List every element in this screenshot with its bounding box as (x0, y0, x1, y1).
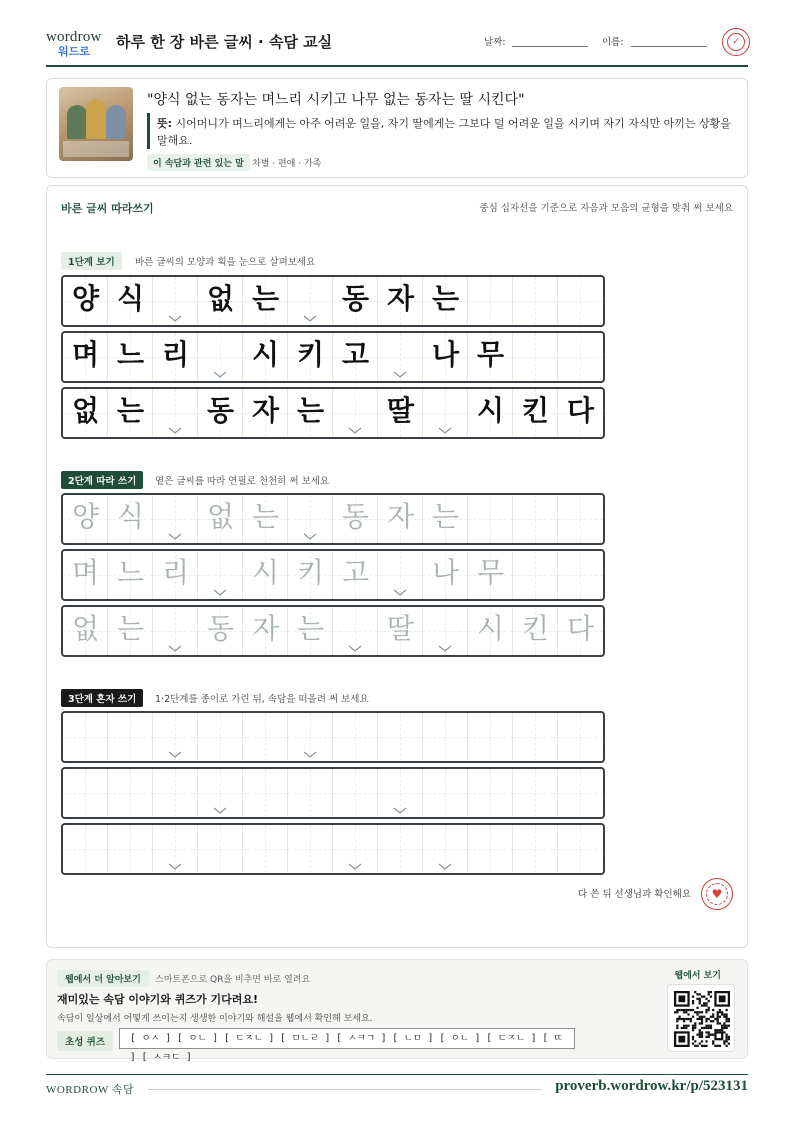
web-title: 재미있는 속담 이야기와 퀴즈가 기다려요! (57, 993, 258, 1006)
space-mark-icon (438, 427, 452, 434)
header-divider (46, 65, 748, 67)
writing-cell[interactable] (423, 389, 468, 437)
related-words-label: 이 속담과 관련 있는 말 (147, 154, 250, 171)
writing-row[interactable] (61, 711, 605, 763)
web-hint: 스마트폰으로 QR을 비추면 바로 열려요 (155, 975, 311, 985)
space-mark-icon (303, 315, 317, 322)
writing-cell[interactable] (423, 607, 468, 655)
trace-character: 고 (341, 556, 370, 589)
footer-brand: WORDROW 속담 (46, 1084, 135, 1096)
space-mark-icon (348, 427, 362, 434)
writing-cell[interactable] (153, 277, 198, 325)
trace-character: 다 (566, 612, 595, 645)
writing-cell[interactable] (63, 825, 108, 873)
writing-cell[interactable] (108, 389, 153, 437)
trace-character: 시 (251, 556, 280, 589)
writing-cell[interactable] (468, 277, 513, 325)
trace-character: 동 (341, 500, 370, 533)
model-character: 자 (386, 282, 415, 315)
step1-hint: 바른 글씨의 모양과 획을 눈으로 살펴보세요 (135, 257, 316, 268)
web-promo-box (46, 959, 748, 1063)
writing-row[interactable] (61, 823, 605, 875)
model-character: 다 (566, 394, 595, 427)
writing-cell[interactable] (198, 769, 243, 817)
writing-cell[interactable] (153, 551, 198, 599)
writing-cell[interactable] (333, 389, 378, 437)
writing-cell[interactable] (378, 713, 423, 761)
trace-character: 동 (206, 612, 235, 645)
trace-character: 킨 (521, 612, 550, 645)
writing-cell[interactable] (153, 389, 198, 437)
writing-cell[interactable] (288, 389, 333, 437)
qr-label: 웹에서 보기 (674, 971, 721, 981)
model-character: 는 (296, 394, 325, 427)
writing-cell[interactable] (378, 551, 423, 599)
writing-cell[interactable] (558, 825, 603, 873)
writing-row[interactable] (61, 275, 605, 327)
practice-hint: 중심 십자선을 기준으로 자음과 모음의 균형을 맞춰 써 보세요 (479, 203, 733, 214)
logo-korean: 워드로 (58, 45, 90, 58)
writing-cell[interactable] (198, 333, 243, 381)
model-character: 없 (206, 282, 235, 315)
space-mark-icon (348, 645, 362, 652)
writing-cell[interactable] (243, 333, 288, 381)
trace-character: 리 (161, 556, 190, 589)
proverb-meaning (157, 115, 737, 149)
writing-row[interactable] (61, 549, 605, 601)
related-words: 차별 · 편애 · 가족 (252, 159, 322, 169)
writing-cell[interactable] (108, 713, 153, 761)
writing-cell[interactable] (558, 333, 603, 381)
step1-badge: 1단계 보기 (61, 252, 122, 270)
writing-cell[interactable] (108, 333, 153, 381)
web-badge: 웹에서 더 알아보기 (57, 970, 149, 987)
model-character: 나 (431, 338, 460, 371)
writing-cell[interactable] (333, 825, 378, 873)
model-character: 키 (296, 338, 325, 371)
writing-cell[interactable] (243, 713, 288, 761)
writing-cell[interactable] (513, 551, 558, 599)
model-character: 는 (116, 394, 145, 427)
writing-cell[interactable] (378, 389, 423, 437)
writing-cell[interactable] (153, 333, 198, 381)
writing-cell[interactable] (423, 551, 468, 599)
model-character: 양 (71, 282, 100, 315)
model-character: 식 (116, 282, 145, 315)
date-label: 날짜: (484, 37, 506, 48)
writing-cell[interactable] (513, 277, 558, 325)
trace-character: 는 (116, 612, 145, 645)
space-mark-icon (168, 427, 182, 434)
writing-cell[interactable] (288, 277, 333, 325)
model-character: 며 (71, 338, 100, 371)
model-character: 동 (206, 394, 235, 427)
writing-cell[interactable] (513, 389, 558, 437)
name-field[interactable] (631, 46, 707, 47)
trace-character: 자 (251, 612, 280, 645)
space-mark-icon (168, 645, 182, 652)
model-character: 는 (251, 282, 280, 315)
model-character: 시 (251, 338, 280, 371)
writing-cell[interactable] (243, 277, 288, 325)
writing-cell[interactable] (63, 607, 108, 655)
writing-cell[interactable] (63, 551, 108, 599)
trace-character: 는 (431, 500, 460, 533)
writing-cell[interactable] (288, 769, 333, 817)
writing-cell[interactable] (198, 389, 243, 437)
writing-cell[interactable] (378, 825, 423, 873)
date-field[interactable] (512, 46, 588, 47)
space-mark-icon (213, 807, 227, 814)
writing-cell[interactable] (288, 713, 333, 761)
trace-character: 나 (431, 556, 460, 589)
trace-character: 는 (251, 500, 280, 533)
writing-cell[interactable] (63, 769, 108, 817)
proverb-text: "양식 없는 동자는 며느리 시키고 나무 없는 동자는 딸 시킨다" (147, 92, 525, 108)
meaning-accent-bar (147, 113, 150, 149)
writing-cell[interactable] (378, 769, 423, 817)
writing-cell[interactable] (513, 825, 558, 873)
proverb-illustration (59, 87, 133, 161)
space-mark-icon (303, 751, 317, 758)
space-mark-icon (438, 645, 452, 652)
writing-cell[interactable] (198, 495, 243, 543)
practice-panel (46, 185, 748, 948)
trace-character: 없 (71, 612, 100, 645)
writing-cell[interactable] (198, 825, 243, 873)
writing-cell[interactable] (333, 277, 378, 325)
step3-badge: 3단계 혼자 쓰기 (61, 689, 143, 707)
web-description: 속담이 일상에서 어떻게 쓰이는지 생생한 이야기와 해설을 웹에서 확인해 보세요. (57, 1014, 373, 1024)
writing-cell[interactable] (423, 495, 468, 543)
writing-cell[interactable] (378, 495, 423, 543)
writing-cell[interactable] (468, 607, 513, 655)
footer-url[interactable]: proverb.wordrow.kr/p/523131 (555, 1078, 748, 1094)
writing-row[interactable] (61, 331, 605, 383)
writing-cell[interactable] (108, 277, 153, 325)
praise-stamp-icon: ✓ (722, 28, 750, 56)
writing-cell[interactable] (243, 551, 288, 599)
space-mark-icon (393, 371, 407, 378)
model-character: 시 (476, 394, 505, 427)
name-label: 이름: (602, 37, 624, 48)
space-mark-icon (168, 533, 182, 540)
writing-cell[interactable] (198, 277, 243, 325)
model-character: 무 (476, 338, 505, 371)
writing-cell[interactable] (153, 495, 198, 543)
writing-cell[interactable] (333, 769, 378, 817)
quiz-label: 초성 퀴즈 (57, 1031, 113, 1051)
trace-character: 키 (296, 556, 325, 589)
writing-cell[interactable] (513, 769, 558, 817)
meaning-label: 뜻: (157, 117, 173, 130)
model-character: 리 (161, 338, 190, 371)
writing-cell[interactable] (558, 551, 603, 599)
writing-cell[interactable] (333, 551, 378, 599)
writing-cell[interactable] (378, 277, 423, 325)
writing-cell[interactable] (468, 551, 513, 599)
writing-row[interactable] (61, 605, 605, 657)
writing-cell[interactable] (63, 389, 108, 437)
footer-divider (46, 1074, 748, 1075)
writing-cell[interactable] (198, 713, 243, 761)
teacher-check-note: 다 쓴 뒤 선생님과 확인해요 (577, 889, 691, 900)
writing-cell[interactable] (243, 389, 288, 437)
model-character: 는 (431, 282, 460, 315)
heart-stamp-icon: ♥ (701, 878, 733, 910)
meaning-text: 시어머니가 며느리에게는 아주 어려운 일을, 자기 딸에게는 그보다 덜 어려운 일을 시키며 자기 자식만 아끼는 상황을 말해요. (157, 117, 731, 147)
proverb-card (46, 78, 748, 178)
space-mark-icon (168, 751, 182, 758)
writing-cell[interactable] (468, 825, 513, 873)
writing-cell[interactable] (63, 713, 108, 761)
writing-row[interactable] (61, 493, 605, 545)
page-title: 하루 한 장 바른 글씨 · 속담 교실 (116, 33, 333, 51)
writing-cell[interactable] (468, 769, 513, 817)
footer-line (148, 1089, 542, 1090)
writing-cell[interactable] (513, 333, 558, 381)
model-character: 동 (341, 282, 370, 315)
writing-cell[interactable] (63, 277, 108, 325)
trace-character: 느 (116, 556, 145, 589)
writing-cell[interactable] (513, 607, 558, 655)
writing-cell[interactable] (108, 495, 153, 543)
writing-cell[interactable] (153, 825, 198, 873)
trace-character: 며 (71, 556, 100, 589)
trace-character: 식 (116, 500, 145, 533)
writing-cell[interactable] (558, 607, 603, 655)
space-mark-icon (303, 533, 317, 540)
writing-row[interactable] (61, 767, 605, 819)
writing-cell[interactable] (333, 607, 378, 655)
trace-character: 양 (71, 500, 100, 533)
writing-cell[interactable] (153, 769, 198, 817)
step3-hint: 1·2단계를 종이로 가린 뒤, 속담을 떠올려 써 보세요 (155, 694, 369, 705)
writing-cell[interactable] (423, 769, 468, 817)
chosung-quiz: [ ㅇㅅ ] [ ㅇㄴ ] [ ㄷㅈㄴ ] [ ㅁㄴㄹ ] [ ㅅㅋㄱ ] [ ㄴㅁ ] [ ㅇㄴ ] [ ㄷㅈㄴ ] [ ㄸ ] [ ㅅㅋㄷ ] (119, 1028, 575, 1049)
writing-cell[interactable] (243, 769, 288, 817)
writing-cell[interactable] (108, 769, 153, 817)
writing-cell[interactable] (558, 277, 603, 325)
model-character: 킨 (521, 394, 550, 427)
space-mark-icon (348, 863, 362, 870)
writing-cell[interactable] (423, 825, 468, 873)
writing-cell[interactable] (468, 333, 513, 381)
space-mark-icon (168, 315, 182, 322)
writing-cell[interactable] (378, 333, 423, 381)
writing-cell[interactable] (558, 713, 603, 761)
writing-cell[interactable] (558, 495, 603, 543)
step2-hint: 옅은 글씨를 따라 연필로 천천히 써 보세요 (155, 476, 330, 487)
writing-cell[interactable] (63, 333, 108, 381)
space-mark-icon (438, 863, 452, 870)
writing-cell[interactable] (423, 277, 468, 325)
writing-cell[interactable] (243, 607, 288, 655)
writing-cell[interactable] (288, 495, 333, 543)
writing-cell[interactable] (288, 825, 333, 873)
trace-character: 시 (476, 612, 505, 645)
model-character: 느 (116, 338, 145, 371)
writing-cell[interactable] (198, 607, 243, 655)
writing-cell[interactable] (108, 607, 153, 655)
writing-cell[interactable] (468, 389, 513, 437)
writing-cell[interactable] (513, 713, 558, 761)
space-mark-icon (213, 589, 227, 596)
logo-wordmark: wordrow (46, 29, 102, 45)
writing-cell[interactable] (423, 333, 468, 381)
writing-cell[interactable] (378, 607, 423, 655)
trace-character: 없 (206, 500, 235, 533)
space-mark-icon (393, 589, 407, 596)
step2-badge: 2단계 따라 쓰기 (61, 471, 143, 489)
practice-title: 바른 글씨 따라쓰기 (61, 202, 154, 215)
space-mark-icon (168, 863, 182, 870)
model-character: 없 (71, 394, 100, 427)
model-character: 딸 (386, 394, 415, 427)
wordrow-logo (46, 29, 108, 57)
writing-cell[interactable] (288, 333, 333, 381)
model-character: 자 (251, 394, 280, 427)
writing-cell[interactable] (153, 607, 198, 655)
trace-character: 는 (296, 612, 325, 645)
trace-character: 자 (386, 500, 415, 533)
model-character: 고 (341, 338, 370, 371)
space-mark-icon (393, 807, 407, 814)
writing-cell[interactable] (558, 769, 603, 817)
writing-cell[interactable] (243, 825, 288, 873)
space-mark-icon (213, 371, 227, 378)
page-header (46, 26, 748, 66)
writing-cell[interactable] (333, 495, 378, 543)
qr-code-icon (674, 991, 730, 1047)
writing-cell[interactable] (108, 551, 153, 599)
writing-cell[interactable] (243, 495, 288, 543)
writing-cell[interactable] (333, 333, 378, 381)
writing-cell[interactable] (333, 713, 378, 761)
writing-cell[interactable] (423, 713, 468, 761)
writing-cell[interactable] (153, 713, 198, 761)
writing-cell[interactable] (513, 495, 558, 543)
writing-cell[interactable] (468, 495, 513, 543)
writing-cell[interactable] (288, 551, 333, 599)
writing-cell[interactable] (558, 389, 603, 437)
writing-cell[interactable] (468, 713, 513, 761)
trace-character: 딸 (386, 612, 415, 645)
writing-cell[interactable] (108, 825, 153, 873)
trace-character: 무 (476, 556, 505, 589)
writing-cell[interactable] (63, 495, 108, 543)
writing-cell[interactable] (288, 607, 333, 655)
writing-cell[interactable] (198, 551, 243, 599)
writing-row[interactable] (61, 387, 605, 439)
qr-code[interactable] (667, 984, 735, 1052)
